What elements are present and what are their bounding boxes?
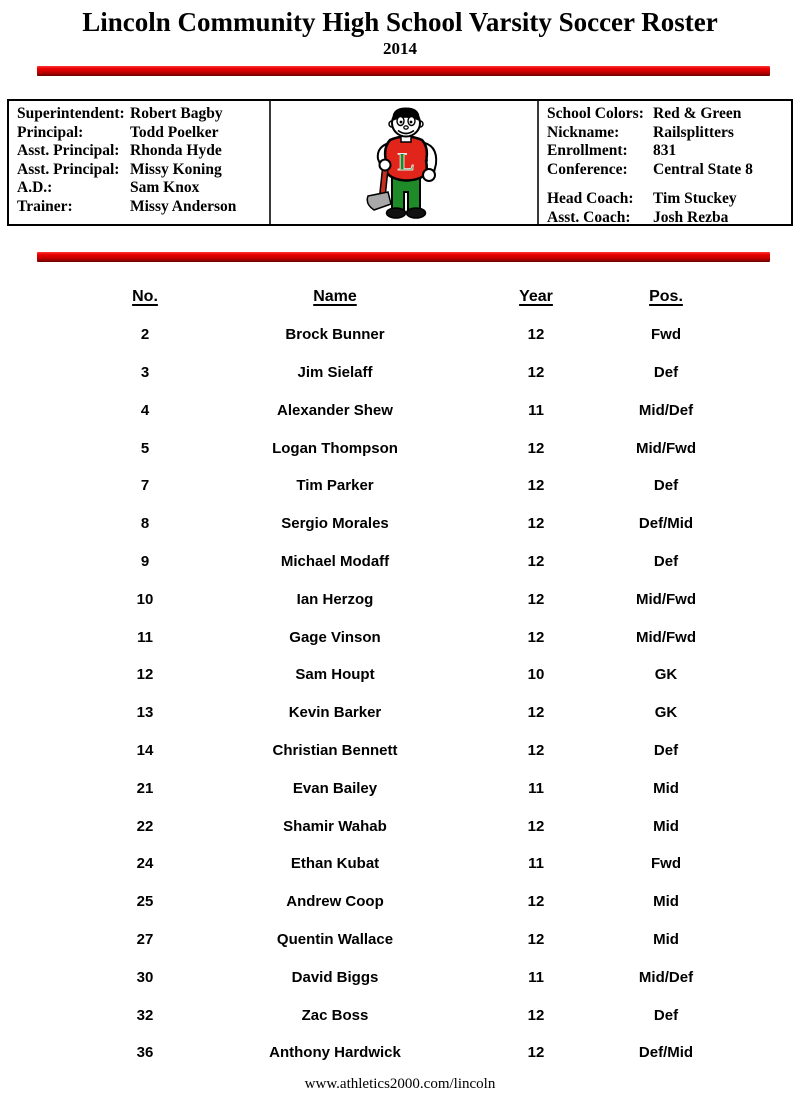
column-header-no: No. <box>132 287 158 305</box>
cell-name: Brock Bunner <box>285 326 385 344</box>
info-label: Superintendent: <box>17 105 125 122</box>
info-value: Robert Bagby <box>130 105 223 122</box>
page-year: 2014 <box>383 39 417 58</box>
cell-year: 10 <box>527 666 545 684</box>
info-value: Tim Stuckey <box>653 190 737 207</box>
table-row <box>100 316 740 354</box>
cell-pos: GK <box>654 666 678 684</box>
info-line <box>547 190 791 209</box>
cell-no: 11 <box>137 628 153 646</box>
cell-pos: Mid <box>653 779 679 797</box>
cell-year: 11 <box>528 401 544 419</box>
cell-year: 12 <box>527 590 545 608</box>
info-value: Railsplitters <box>653 123 734 141</box>
info-value: Missy Koning <box>130 160 222 178</box>
mascot-letter: L <box>397 148 415 176</box>
cell-no: 14 <box>136 741 154 759</box>
table-row <box>100 354 740 392</box>
info-value: Red & Green <box>653 105 742 122</box>
info-line <box>547 142 791 161</box>
info-label: Principal: <box>17 123 84 141</box>
cell-year: 11 <box>528 855 544 873</box>
cell-year: 12 <box>527 704 545 722</box>
column-header-pos: Pos. <box>649 287 683 305</box>
school-facts-group <box>547 105 791 179</box>
cell-year: 12 <box>527 628 545 646</box>
cell-pos: Mid/Def <box>638 401 694 419</box>
school-facts-cell <box>537 101 791 224</box>
cell-no: 8 <box>140 515 150 533</box>
cell-pos: Mid/Def <box>638 968 694 986</box>
info-line <box>547 209 791 225</box>
info-line <box>17 142 269 161</box>
cell-pos: Def <box>653 1006 679 1024</box>
info-value: Josh Rezba <box>653 208 729 224</box>
cell-year: 12 <box>527 326 545 344</box>
table-row <box>100 429 740 467</box>
footer-url: www.athletics2000.com/lincoln <box>304 1075 496 1092</box>
cell-year: 12 <box>527 439 545 457</box>
info-line <box>17 105 269 124</box>
cell-no: 10 <box>136 590 154 608</box>
page-title: Lincoln Community High School Varsity Soccer Roster <box>82 7 718 37</box>
cell-name: Logan Thompson <box>272 439 398 457</box>
info-line <box>547 161 791 180</box>
cell-year: 12 <box>527 893 545 911</box>
cell-name: Sergio Morales <box>281 515 389 533</box>
cell-no: 27 <box>136 930 154 948</box>
table-row <box>100 1034 740 1072</box>
info-label: Head Coach: <box>547 190 634 207</box>
info-label: Trainer: <box>17 197 73 215</box>
cell-pos: Mid <box>653 893 679 911</box>
info-line <box>17 198 269 217</box>
table-row <box>100 580 740 618</box>
cell-name: Gage Vinson <box>289 628 381 646</box>
table-row <box>100 845 740 883</box>
cell-name: Tim Parker <box>296 477 374 495</box>
red-divider-bar-top <box>37 66 770 76</box>
cell-pos: Def <box>653 363 679 381</box>
cell-pos: Mid <box>653 930 679 948</box>
roster-header-row <box>100 278 740 316</box>
info-line <box>547 105 791 124</box>
coaches-group <box>547 190 791 224</box>
cell-name: Shamir Wahab <box>283 817 387 835</box>
cell-pos: Fwd <box>651 855 681 873</box>
cell-name: Christian Bennett <box>272 741 398 759</box>
cell-no: 36 <box>136 1044 154 1062</box>
info-label: School Colors: <box>547 105 644 122</box>
cell-name: Sam Houpt <box>295 666 375 684</box>
info-value: Todd Poelker <box>130 123 219 141</box>
cell-year: 12 <box>527 930 545 948</box>
table-row <box>100 807 740 845</box>
info-label: Asst. Principal: <box>17 160 120 178</box>
table-row <box>100 694 740 732</box>
cell-no: 7 <box>140 477 150 495</box>
table-row <box>100 505 740 543</box>
cell-name: Evan Bailey <box>292 779 378 797</box>
roster-body <box>100 316 740 1072</box>
cell-year: 12 <box>527 741 545 759</box>
table-row <box>100 543 740 581</box>
cell-pos: Def <box>653 477 679 495</box>
cell-year: 12 <box>527 515 545 533</box>
cell-pos: Fwd <box>651 326 681 344</box>
cell-name: Ian Herzog <box>296 590 374 608</box>
table-row <box>100 921 740 959</box>
cell-year: 12 <box>527 552 545 570</box>
info-label: Asst. Principal: <box>17 142 120 159</box>
cell-pos: Def/Mid <box>638 515 694 533</box>
info-line <box>17 161 269 180</box>
info-label: A.D.: <box>17 179 53 196</box>
cell-year: 12 <box>527 817 545 835</box>
column-header-year: Year <box>519 287 553 305</box>
info-label: Asst. Coach: <box>547 208 631 224</box>
cell-year: 12 <box>527 1006 545 1024</box>
cell-no: 4 <box>140 401 150 419</box>
table-row <box>100 467 740 505</box>
info-label: Enrollment: <box>547 142 628 159</box>
cell-no: 13 <box>136 704 154 722</box>
table-row <box>100 769 740 807</box>
table-row <box>100 618 740 656</box>
info-value: 831 <box>653 142 677 159</box>
cell-year: 12 <box>527 477 545 495</box>
cell-year: 12 <box>527 363 545 381</box>
cell-name: Andrew Coop <box>286 893 384 911</box>
cell-name: Kevin Barker <box>288 704 382 722</box>
cell-no: 22 <box>136 817 154 835</box>
cell-pos: Def <box>653 741 679 759</box>
table-row <box>100 656 740 694</box>
cell-pos: Mid/Fwd <box>636 590 696 608</box>
cell-no: 24 <box>136 855 154 873</box>
table-row <box>100 391 740 429</box>
staff-info-cell <box>9 101 271 224</box>
info-line <box>17 124 269 143</box>
mascot-cell <box>271 101 537 224</box>
cell-name: Quentin Wallace <box>276 930 394 948</box>
info-label: Nickname: <box>547 123 620 141</box>
cell-no: 30 <box>136 968 154 986</box>
info-label: Conference: <box>547 160 628 178</box>
info-value: Missy Anderson <box>130 197 237 215</box>
cell-year: 12 <box>527 1044 545 1062</box>
cell-pos: Mid/Fwd <box>636 628 696 646</box>
cell-name: Michael Modaff <box>280 552 390 570</box>
info-value: Sam Knox <box>130 179 200 196</box>
cell-pos: Mid/Fwd <box>636 439 696 457</box>
cell-no: 21 <box>136 779 154 797</box>
red-divider-bar-bottom <box>37 252 770 262</box>
cell-name: Anthony Hardwick <box>269 1044 401 1062</box>
roster-table <box>100 278 740 1072</box>
cell-name: Ethan Kubat <box>290 855 380 873</box>
school-info-box <box>7 99 793 226</box>
cell-name: Jim Sielaff <box>297 363 373 381</box>
info-value: Rhonda Hyde <box>130 142 222 159</box>
railsplitter-mascot-icon <box>353 104 455 222</box>
cell-no: 32 <box>136 1006 154 1024</box>
info-value: Central State 8 <box>653 160 753 178</box>
cell-pos: Def <box>653 552 679 570</box>
cell-year: 11 <box>528 779 544 797</box>
table-row <box>100 732 740 770</box>
table-row <box>100 883 740 921</box>
cell-no: 25 <box>136 893 154 911</box>
info-line <box>547 124 791 143</box>
cell-no: 3 <box>140 363 150 381</box>
cell-pos: Mid <box>653 817 679 835</box>
cell-name: Alexander Shew <box>277 401 393 419</box>
cell-name: David Biggs <box>291 968 379 986</box>
table-row <box>100 958 740 996</box>
cell-no: 9 <box>140 552 150 570</box>
column-header-name: Name <box>313 287 357 305</box>
table-row <box>100 996 740 1034</box>
cell-name: Zac Boss <box>301 1006 369 1024</box>
cell-no: 12 <box>136 666 154 684</box>
cell-pos: Def/Mid <box>638 1044 694 1062</box>
cell-pos: GK <box>654 704 678 722</box>
cell-no: 2 <box>140 326 150 344</box>
info-line <box>17 179 269 198</box>
cell-no: 5 <box>140 439 150 457</box>
cell-year: 11 <box>528 968 544 986</box>
